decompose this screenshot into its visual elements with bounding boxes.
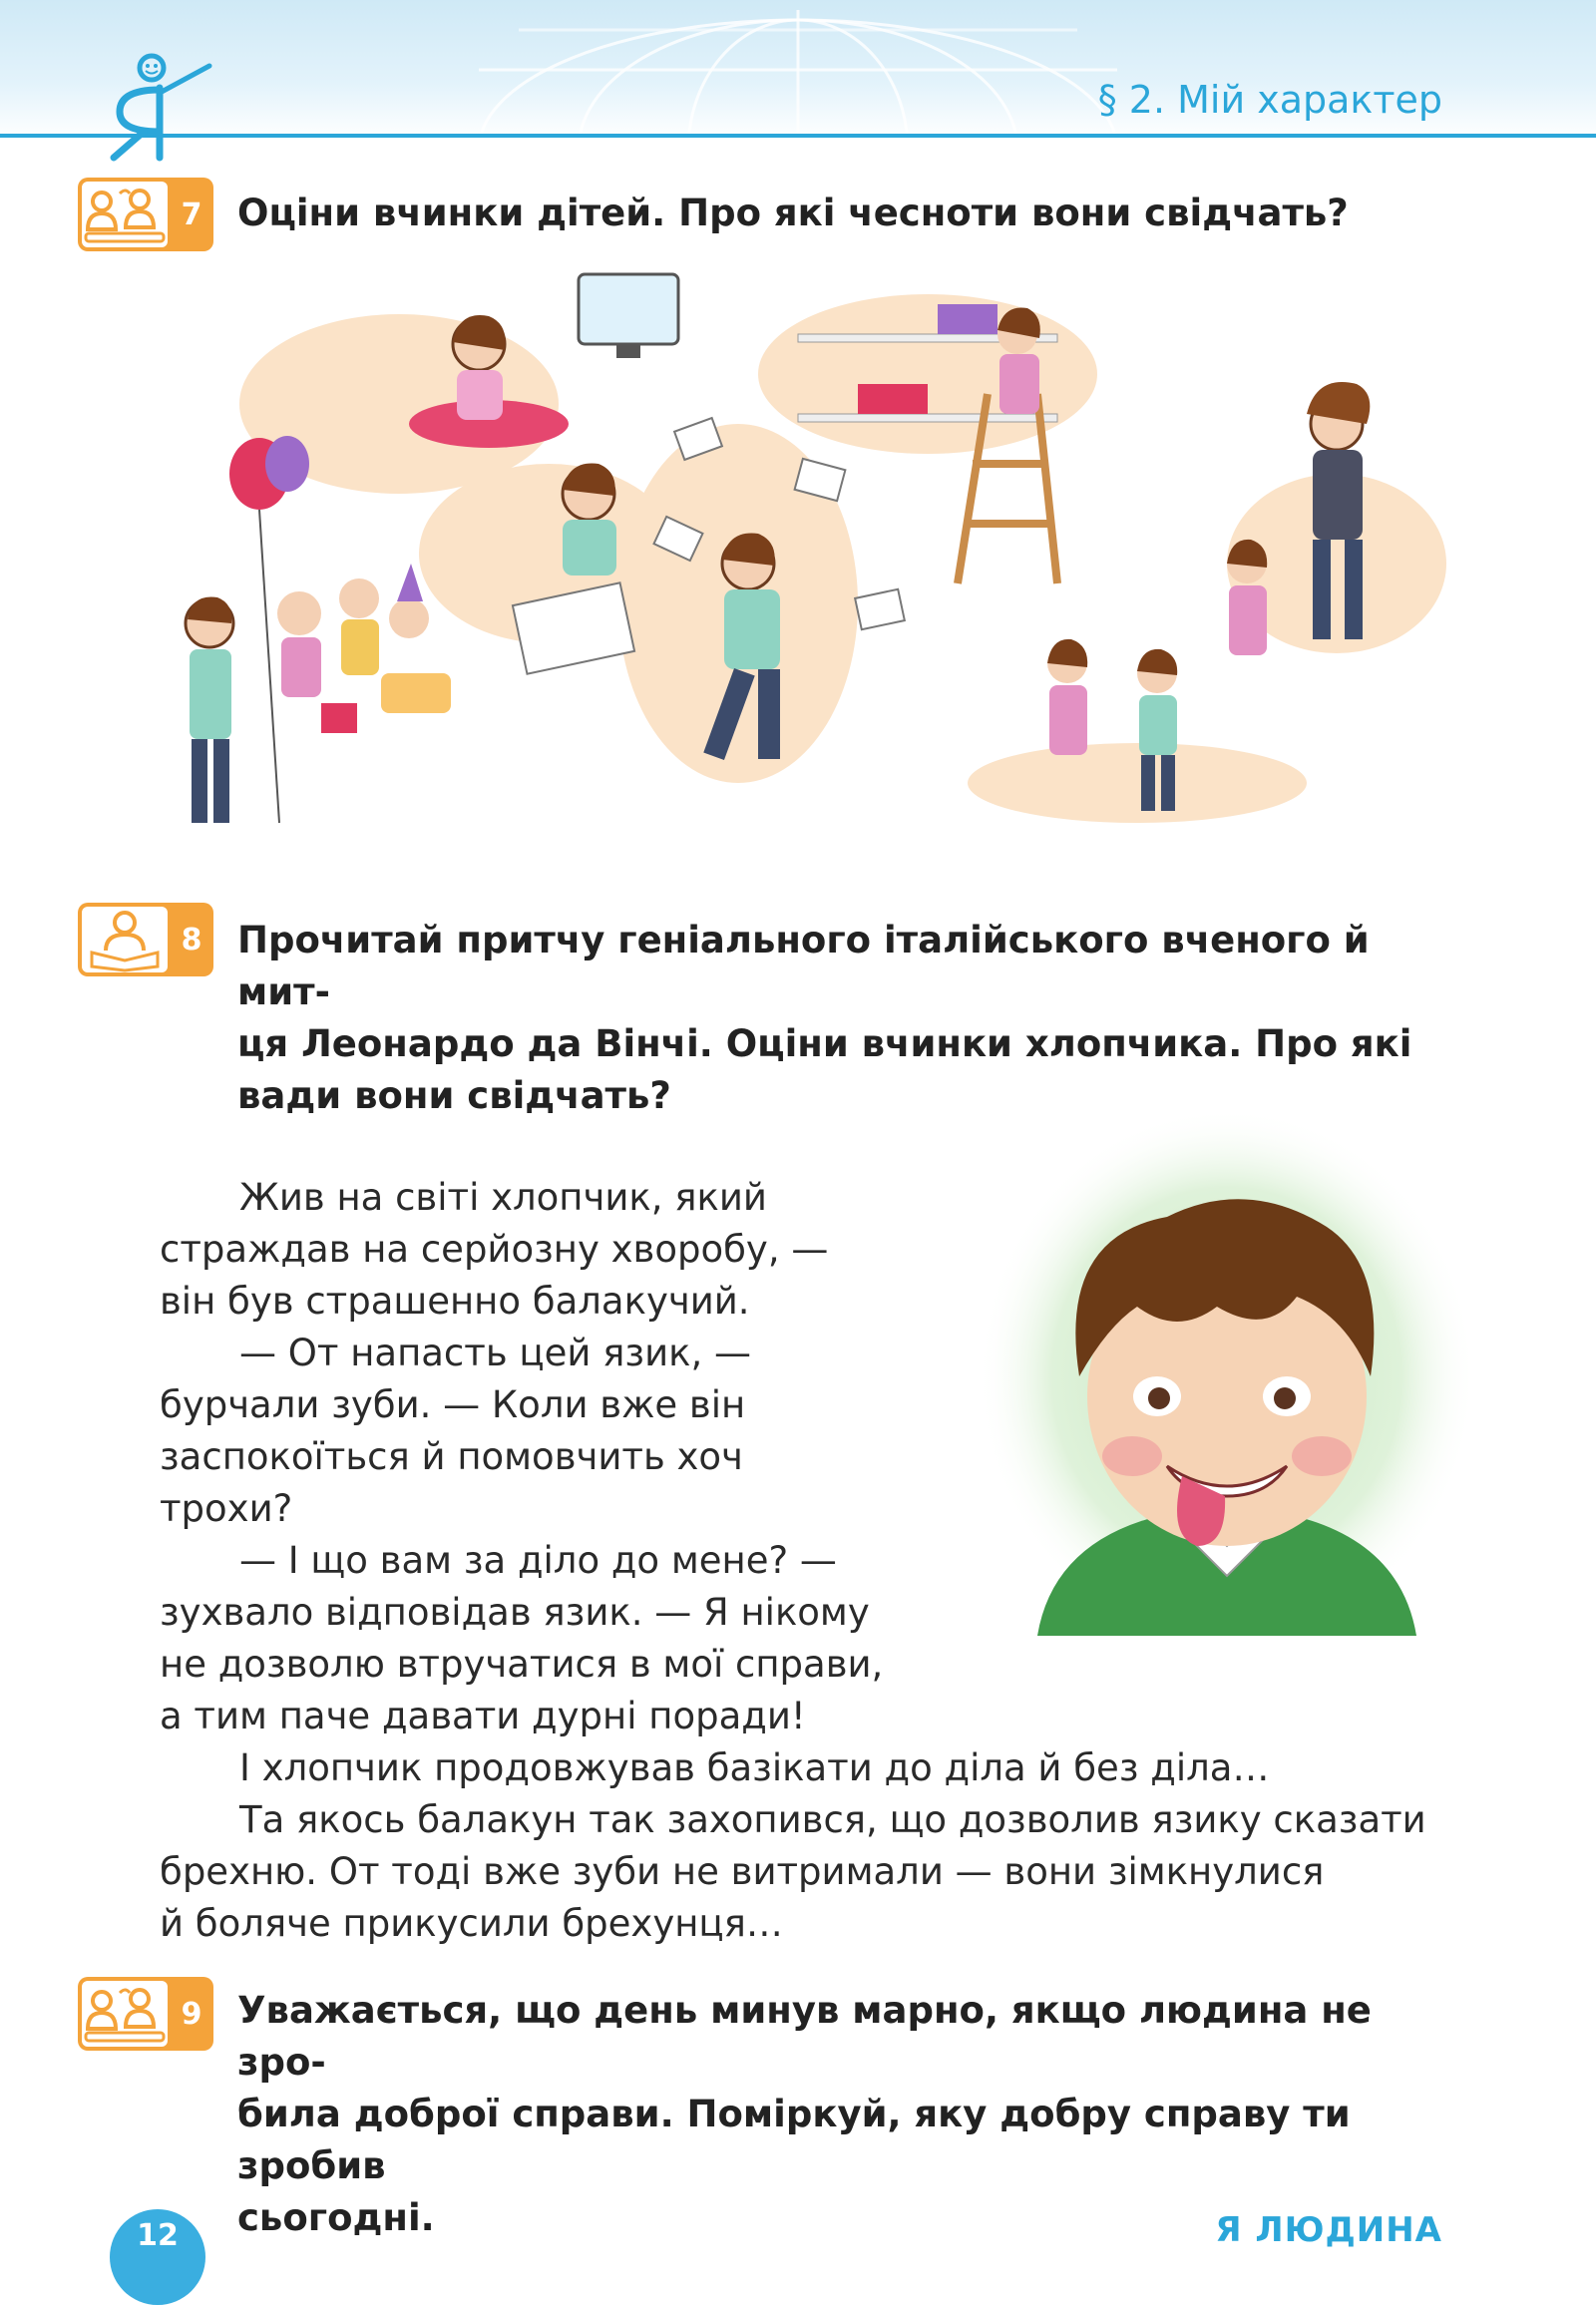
task-7 xyxy=(78,178,1444,257)
ya-person-logo-icon xyxy=(100,52,219,162)
story-line: заспокоїться й помовчить хоч xyxy=(160,1435,743,1478)
story-line: Та якось балакун так захопився, що дозволив язику сказати xyxy=(239,1798,1426,1841)
task-9-line: била доброї справи. Поміркуй, яку добру справу ти зробив xyxy=(237,2093,1351,2187)
task-9-line: сьогодні. xyxy=(237,2196,435,2239)
task-number: 8 xyxy=(181,922,202,958)
story-line: Жив на світі хлопчик, який xyxy=(239,1176,767,1219)
header-divider xyxy=(0,134,1596,138)
task-8-line: ця Леонардо да Вінчі. Оціни вчинки хлопчика. Про які xyxy=(237,1022,1412,1065)
task-9-text xyxy=(237,1985,1440,2244)
task-number: 7 xyxy=(181,196,202,232)
story-line: — От напасть цей язик, — xyxy=(239,1332,751,1374)
story-line: бурчали зуби. — Коли вже він xyxy=(160,1383,746,1426)
parable-text xyxy=(160,1172,1446,1950)
task-8-line: вади вони свідчать? xyxy=(237,1074,671,1117)
task-number: 9 xyxy=(181,1996,202,2032)
footer-section-label: Я ЛЮДИНА xyxy=(1215,2210,1442,2250)
task-badge xyxy=(78,1977,213,2051)
task-8-line: Прочитай притчу геніального італійського вченого й мит- xyxy=(237,919,1370,1013)
story-line: страждав на серйозну хворобу, — xyxy=(160,1228,829,1271)
section-title: § 2. Мій характер xyxy=(1097,78,1442,122)
story-line: він був страшенно балакучий. xyxy=(160,1280,750,1323)
children-deeds-illustration xyxy=(160,264,1456,843)
story-line: трохи? xyxy=(160,1487,293,1530)
task-9-line: Уважається, що день минув марно, якщо людина не зро- xyxy=(237,1989,1372,2084)
reading-person-icon xyxy=(82,907,168,972)
task-badge xyxy=(78,903,213,976)
task-7-text: Оціни вчинки дітей. Про які чесноти вони свідчать? xyxy=(237,192,1349,234)
story-line: І хлопчик продовжував базікати до діла й без діла… xyxy=(239,1746,1270,1789)
story-line: — І що вам за діло до мене? — xyxy=(239,1539,837,1582)
story-line: не дозволю втручатися в мої справи, xyxy=(160,1643,884,1686)
page-number: 12 xyxy=(137,2218,179,2253)
task-8 xyxy=(78,903,1444,1117)
group-discussion-icon xyxy=(82,182,168,247)
group-discussion-icon xyxy=(82,1981,168,2047)
story-line: зухвало відповідав язик. — Я нікому xyxy=(160,1591,870,1634)
story-line: й боляче прикусили брехунця… xyxy=(160,1902,783,1945)
story-line: а тим паче давати дурні поради! xyxy=(160,1695,806,1737)
story-line: брехню. От тоді вже зуби не витримали — вони зімкнулися xyxy=(160,1850,1325,1893)
task-badge xyxy=(78,178,213,251)
